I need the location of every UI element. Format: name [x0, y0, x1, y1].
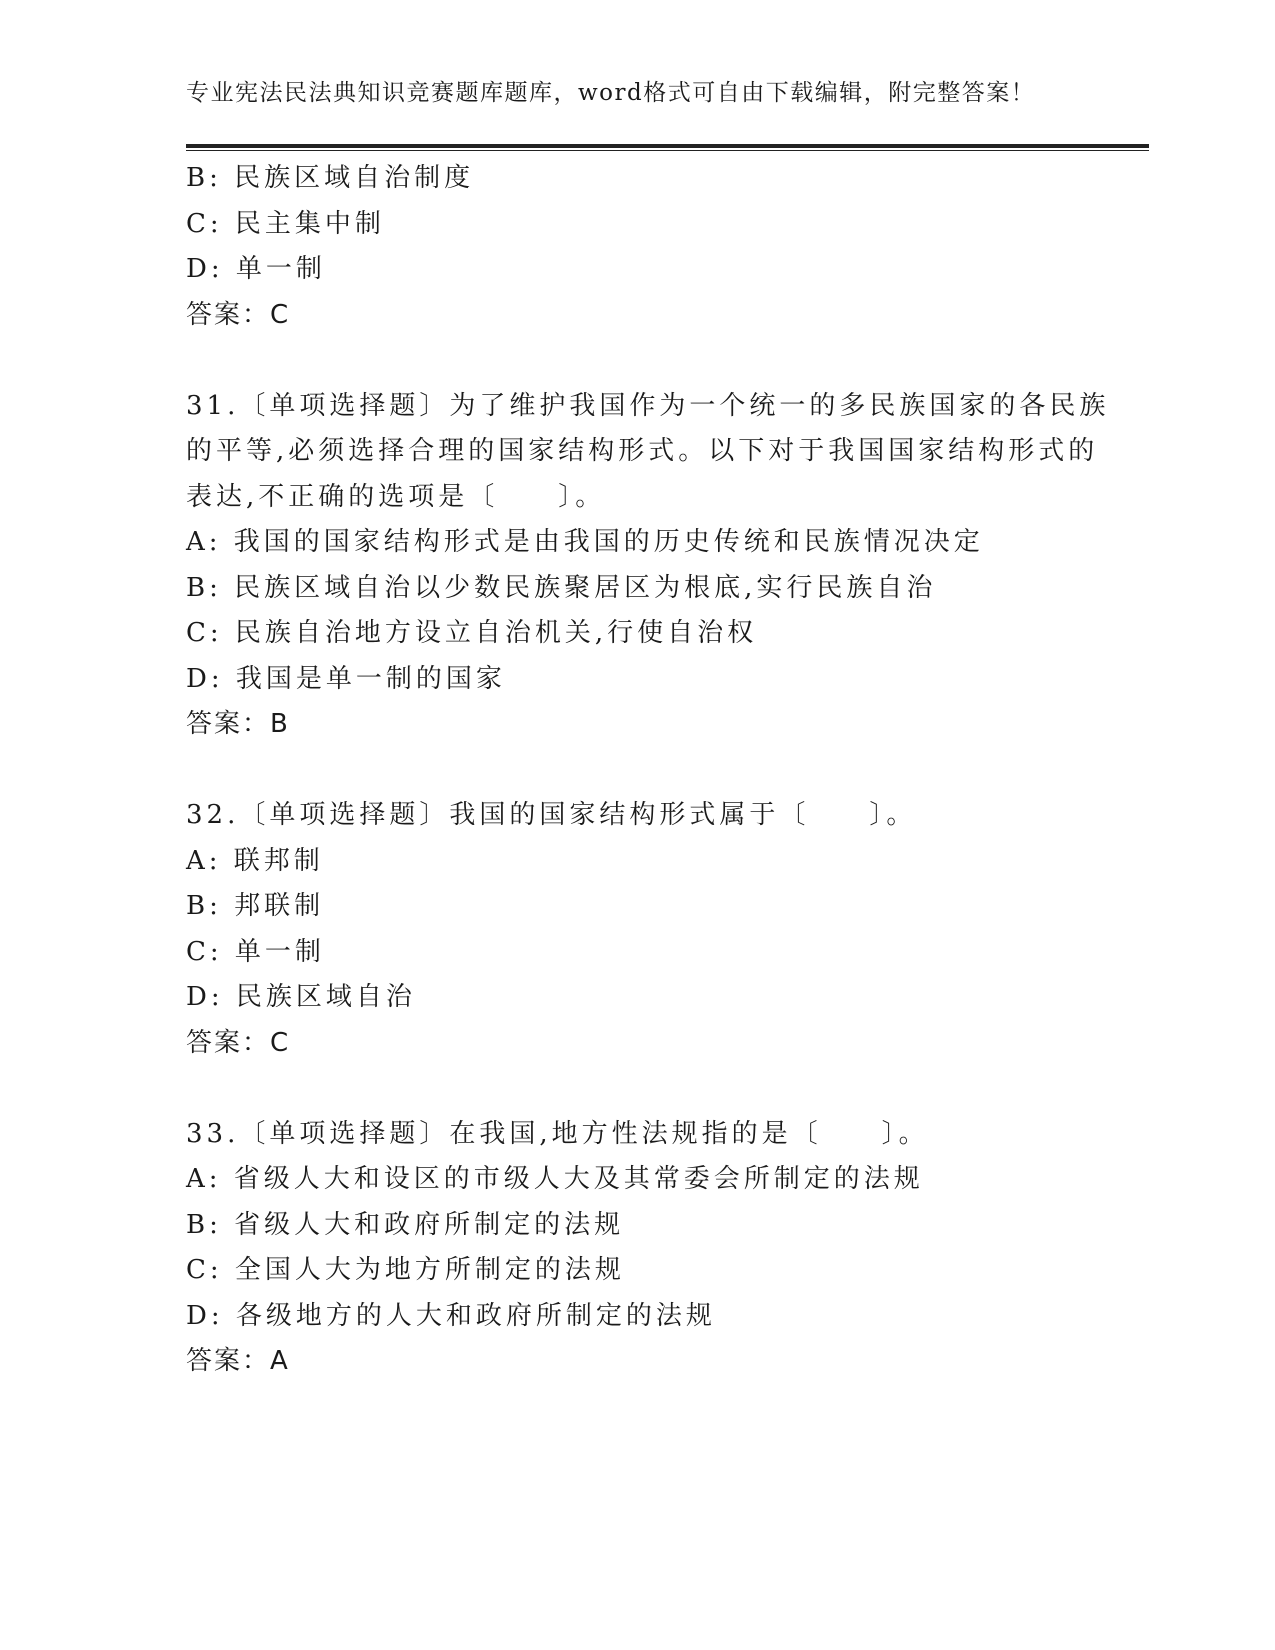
question-stem-line: 32.〔单项选择题〕我国的国家结构形式属于〔 〕。 [186, 800, 917, 830]
question-32 [186, 793, 1146, 1066]
option-a: A: 我国的国家结构形式是由我国的历史传统和民族情况决定 [186, 527, 984, 557]
answer-line: 答案：B [186, 709, 290, 739]
answer-line: 答案：C [186, 1027, 291, 1058]
header-rule-thick [186, 144, 1149, 148]
question-stem-line: 表达,不正确的选项是〔 〕。 [186, 481, 606, 512]
answer-line: 答案：C [186, 299, 291, 330]
option-d: D: 民族区域自治 [186, 982, 416, 1012]
header-rule-thin [186, 150, 1149, 151]
answer-line: 答案：A [186, 1346, 290, 1376]
option-c: C: 全国人大为地方所制定的法规 [186, 1255, 625, 1285]
page-header: 专业宪法民法典知识竞赛题库题库，word格式可自由下载编辑，附完整答案！ [186, 80, 1036, 106]
option-c: C: 民族自治地方设立自治机关,行使自治权 [186, 618, 758, 648]
option-b: B: 邦联制 [186, 891, 325, 921]
option-b: B: 民族区域自治以少数民族聚居区为根底,实行民族自治 [186, 572, 937, 603]
question-content [186, 156, 1146, 1385]
option-c: C: 单一制 [186, 936, 325, 967]
question-31 [186, 384, 1146, 748]
option-d: D: 单一制 [186, 254, 326, 284]
question-stem-line: 33.〔单项选择题〕在我国,地方性法规指的是〔 〕。 [186, 1118, 929, 1149]
question-33 [186, 1112, 1146, 1385]
prev-question-block [186, 156, 1146, 338]
option-b: B: 省级人大和政府所制定的法规 [186, 1209, 625, 1240]
option-a: A: 省级人大和设区的市级人大及其常委会所制定的法规 [186, 1164, 924, 1194]
spacer [186, 338, 1146, 384]
spacer [186, 748, 1146, 794]
option-d: D: 我国是单一制的国家 [186, 663, 506, 694]
question-stem-line: 31.〔单项选择题〕为了维护我国作为一个统一的多民族国家的各民族 [186, 390, 1110, 421]
spacer [186, 1066, 1146, 1112]
option-b: B: 民族区域自治制度 [186, 163, 475, 193]
question-stem-line: 的平等,必须选择合理的国家结构形式。以下对于我国国家结构形式的 [186, 436, 1099, 466]
option-c: C: 民主集中制 [186, 208, 385, 239]
option-a: A: 联邦制 [186, 845, 324, 876]
option-d: D: 各级地方的人大和政府所制定的法规 [186, 1300, 716, 1331]
